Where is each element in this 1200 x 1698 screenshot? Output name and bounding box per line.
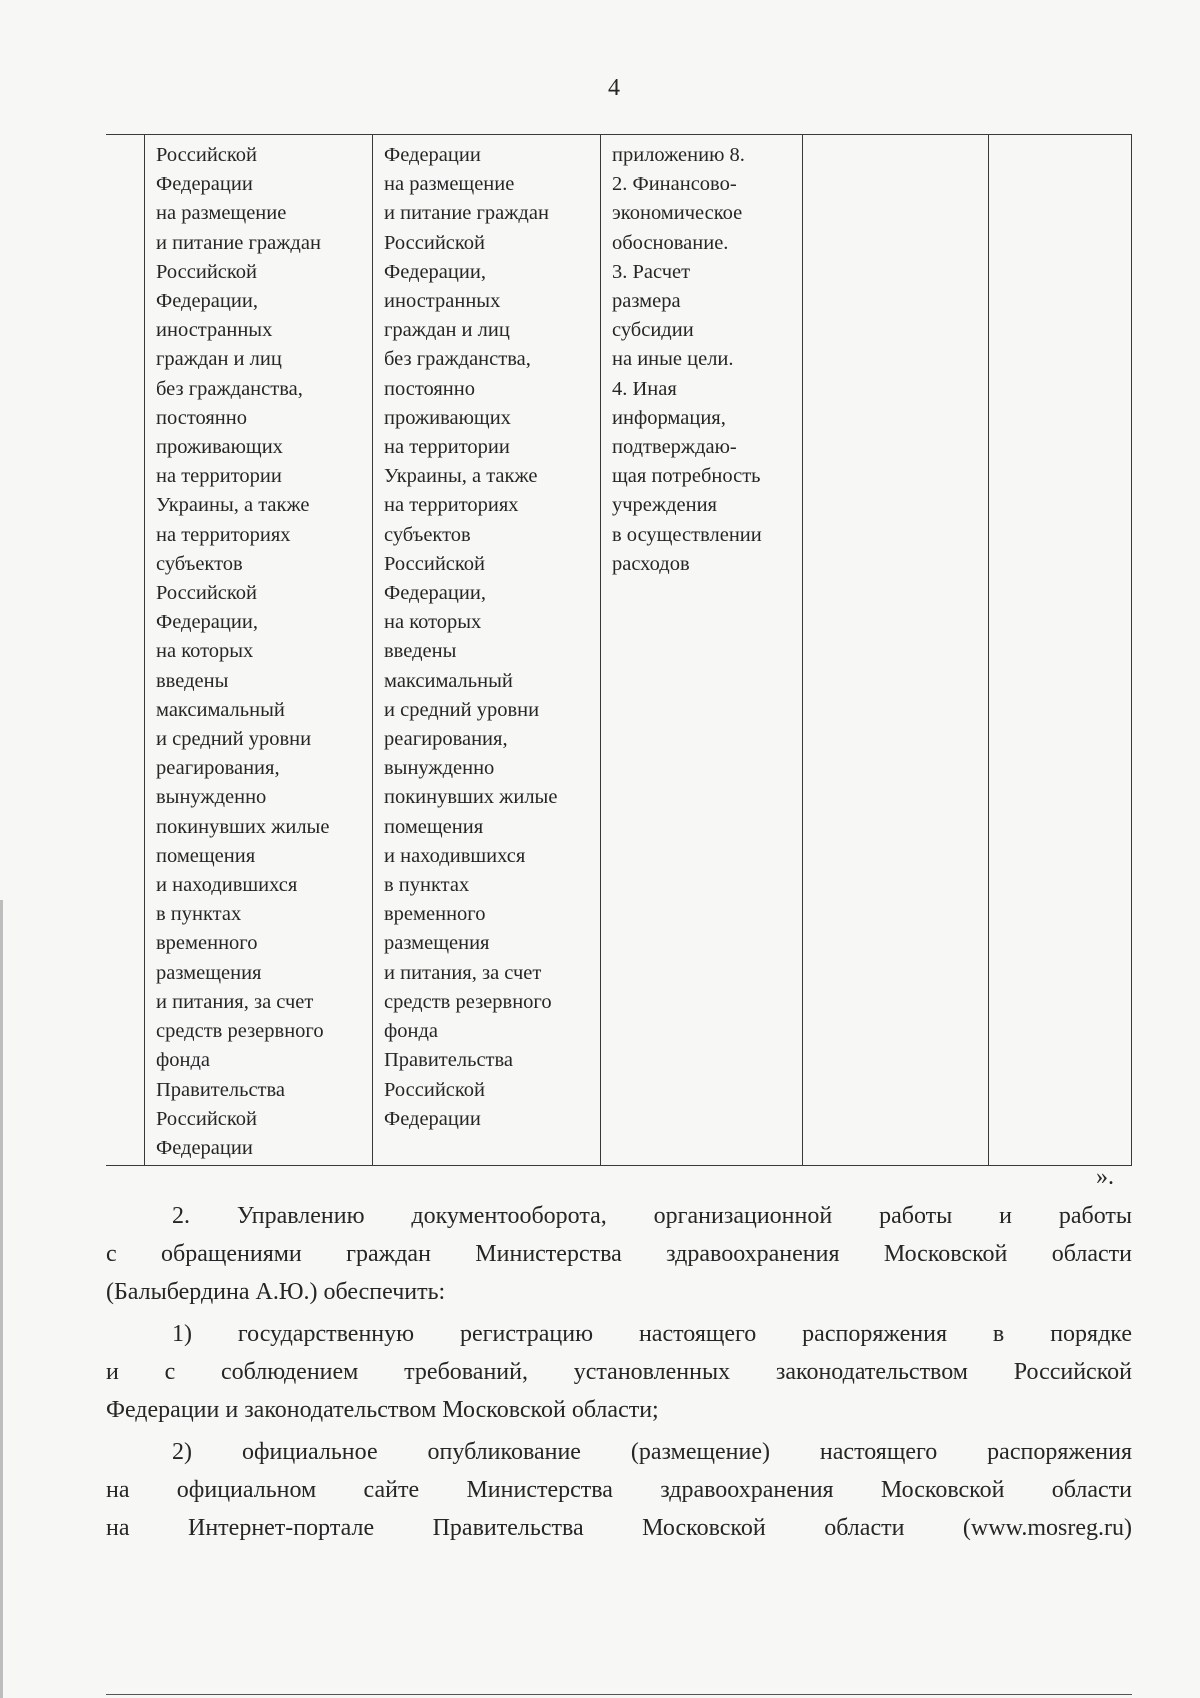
table-cell-line: вынужденно [384, 757, 495, 780]
table-cell-line: и находившихся [384, 844, 526, 867]
table-cell-line: в пунктах [384, 874, 470, 897]
table-cell-line: в пунктах [156, 903, 242, 926]
table-right-border [1131, 135, 1132, 1165]
table-cell-line: Правительства [384, 1049, 514, 1072]
page-number: 4 [608, 75, 620, 101]
table-cell-line: щая потребность [612, 465, 761, 488]
table-cell-line: экономическое [612, 202, 743, 225]
table-cell-line: на размещение [156, 202, 287, 225]
table-cell-line: Федерации, [384, 260, 486, 283]
table-cell-line: фонда [384, 1020, 439, 1043]
table-cell-line: Федерации [156, 173, 253, 196]
table-cell-line: Российской [384, 552, 486, 575]
table-cell-line: введены [156, 669, 229, 692]
table-cell-line: покинувших жилые [384, 786, 558, 809]
table-cell-line: Российской [156, 582, 258, 605]
bottom-rule [106, 1694, 1132, 1695]
table-cell-line: постоянно [156, 406, 247, 429]
table-column-divider [372, 135, 373, 1165]
table-cell-line: и питания, за счет [384, 961, 542, 984]
table-cell-line: иностранных [384, 290, 501, 313]
table-cell-line: без гражданства, [156, 377, 303, 400]
table-cell-line: Российской [156, 260, 258, 283]
table-cell-line: реагирования, [156, 757, 280, 780]
table-cell-line: временного [384, 903, 486, 926]
table-cell-line: 3. Расчет [612, 260, 691, 283]
table-cell-line: на территориях [156, 523, 291, 546]
table-cell-line: покинувших жилые [156, 815, 330, 838]
table-cell-line: введены [384, 640, 457, 663]
table-cell-line: временного [156, 932, 258, 955]
table-cell-line: и питания, за счет [156, 990, 314, 1013]
table-cell-line: постоянно [384, 377, 475, 400]
table-cell-line: размера [612, 290, 681, 313]
table-cell-line: Федерации [156, 1136, 253, 1159]
table-cell-line: на иные цели. [612, 348, 734, 371]
table-cell-line: помещения [384, 815, 484, 838]
table-cell-line: Российской [156, 1107, 258, 1130]
paragraph-2-line-2: с обращениями граждан Министерства здравоохранения Московской области [106, 1241, 1132, 1267]
table-cell-line: Украины, а также [384, 465, 538, 488]
table-cell-line: максимальный [156, 698, 285, 721]
table-cell-line: информация, [612, 406, 726, 429]
table-cell-line: Федерации [384, 1107, 481, 1130]
table-column-divider [600, 135, 601, 1165]
table-cell-line: граждан и лиц [384, 319, 510, 342]
item-1-line-1: 1) государственную регистрацию настоящего распоряжения в порядке [172, 1321, 1132, 1347]
table-cell-line: размещения [384, 932, 490, 955]
table-cell-line: Российской [156, 144, 258, 166]
table-cell-line: и питание граждан [156, 231, 321, 254]
item-1-line-3: Федерации и законодательством Московской области; [106, 1397, 659, 1423]
table-cell-line: Украины, а также [156, 494, 310, 517]
table-cell-line: Федерации, [156, 611, 258, 634]
paragraph-2-line-1: 2. Управлению документооборота, организационной работы и работы [172, 1203, 1132, 1229]
table-cell-line: приложению 8. [612, 144, 745, 166]
table-cell-line: и средний уровни [384, 698, 540, 721]
table-cell-line: граждан и лиц [156, 348, 282, 371]
table-cell-line: и средний уровни [156, 728, 312, 751]
table-cell-line: расходов [612, 552, 690, 575]
table-cell-line: фонда [156, 1049, 211, 1072]
table-cell-line: Федерации, [156, 290, 258, 313]
closing-quote: ». [1096, 1164, 1114, 1190]
table-cell-line: субъектов [384, 523, 471, 546]
table-cell-line: в осуществлении [612, 523, 762, 546]
table-cell-line: вынужденно [156, 786, 267, 809]
document-table [106, 134, 1132, 1166]
table-column-divider [144, 135, 145, 1165]
table-cell-line: на которых [384, 611, 482, 634]
table-cell-line: Российской [384, 1078, 486, 1101]
table-cell-line: средств резервного [156, 1020, 324, 1043]
table-cell-line: и находившихся [156, 874, 298, 897]
table-cell-column-4 [612, 141, 762, 579]
table-cell-line: Федерации [384, 144, 481, 166]
table-cell-line: иностранных [156, 319, 273, 342]
table-cell-line: на территориях [384, 494, 519, 517]
table-cell-line: учреждения [612, 494, 717, 517]
item-1-line-2: и с соблюдением требований, установленных законодательством Российской [106, 1359, 1132, 1385]
table-column-divider [988, 135, 989, 1165]
table-cell-line: обоснование. [612, 231, 729, 254]
paragraph-2-line-3: (Балыбердина А.Ю.) обеспечить: [106, 1279, 446, 1305]
table-column-divider [802, 135, 803, 1165]
table-cell-line: на которых [156, 640, 254, 663]
table-cell-line: субъектов [156, 552, 243, 575]
table-cell-line: средств резервного [384, 990, 552, 1013]
table-cell-column-2 [156, 141, 329, 1163]
table-cell-line: Правительства [156, 1078, 286, 1101]
table-cell-line: помещения [156, 844, 256, 867]
table-cell-line: проживающих [384, 406, 511, 429]
table-cell-line: на размещение [384, 173, 515, 196]
table-cell-line: на территории [156, 465, 282, 488]
table-cell-line: Федерации, [384, 582, 486, 605]
table-cell-line: проживающих [156, 436, 283, 459]
table-cell-column-3 [384, 141, 557, 1134]
table-cell-line: размещения [156, 961, 262, 984]
table-cell-line: без гражданства, [384, 348, 531, 371]
table-cell-line: субсидии [612, 319, 694, 342]
table-cell-line: реагирования, [384, 728, 508, 751]
item-2-line-1: 2) официальное опубликование (размещение) настоящего распоряжения [172, 1439, 1132, 1465]
table-cell-line: на территории [384, 436, 510, 459]
item-2-line-2: на официальном сайте Министерства здравоохранения Московской области [106, 1477, 1132, 1503]
item-2-line-3: на Интернет-портале Правительства Московской области (www.mosreg.ru) [106, 1515, 1132, 1541]
scan-edge-shadow [0, 900, 3, 1698]
table-cell-line: и питание граждан [384, 202, 549, 225]
table-cell-line: Российской [384, 231, 486, 254]
table-cell-line: 2. Финансово- [612, 173, 737, 196]
table-cell-line: максимальный [384, 669, 513, 692]
table-cell-line: 4. Иная [612, 377, 677, 400]
table-cell-line: подтверждаю- [612, 436, 737, 459]
